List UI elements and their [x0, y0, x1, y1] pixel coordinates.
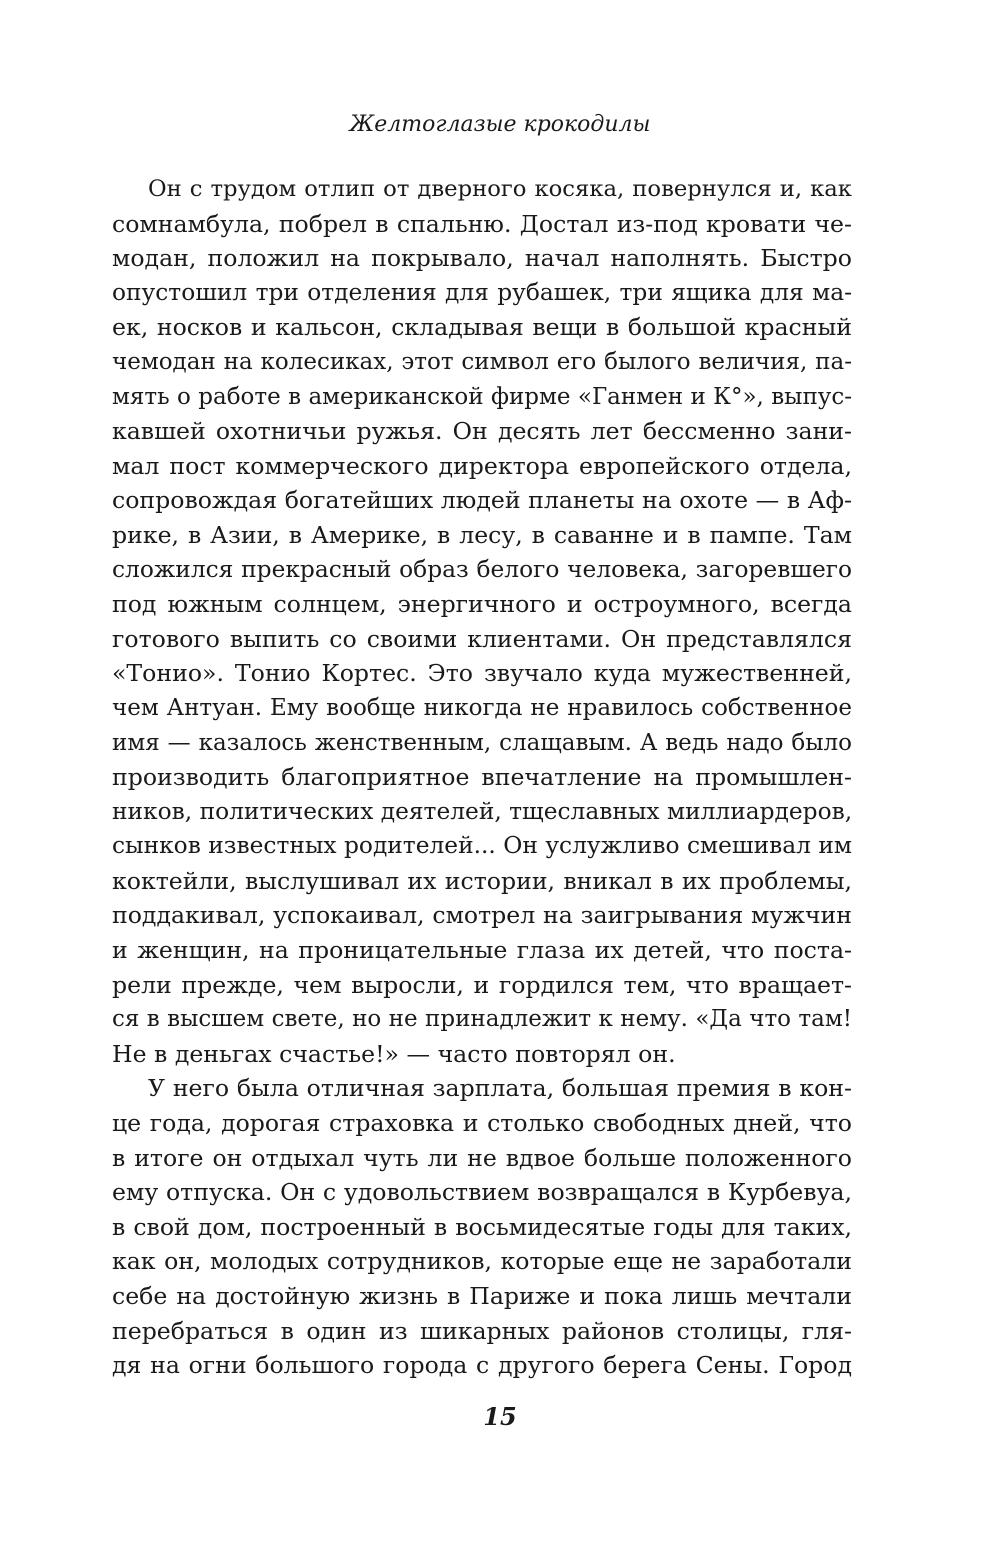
text-line: в свой дом, построенный в восьмидесятые годы для таких, [112, 1212, 852, 1241]
text-line: сынков известных родителей... Он услужливо смешивал им [112, 832, 852, 860]
text-line: и женщин, на проницательные глаза их детей, что поста- [112, 936, 852, 965]
text-line: У него была отличная зарплата, большая премия в кон- [148, 1074, 852, 1103]
text-line: готового выпить со своими клиентами. Он представлялся [112, 624, 852, 653]
text-line: рике, в Азии, в Америке, в лесу, в саванне и в пампе. Там [112, 520, 852, 549]
text-line: коктейли, выслушивал их истории, вникал в их проблемы, [112, 866, 852, 895]
page-number: 15 [483, 1402, 517, 1431]
text-line: Он с трудом отлип от дверного косяка, повернулся и, как [148, 176, 852, 202]
text-line: чем Антуан. Ему вообще никогда не нравилось собственное [112, 694, 852, 721]
text-line: опустошил три отделения для рубашек, три ящика для ма- [112, 278, 852, 306]
text-line: рели прежде, чем выросли, и гордился тем, что вращает- [112, 970, 852, 999]
text-line: дя на огни большого города с другого берега Сены. Город [112, 1351, 852, 1380]
text-line: це года, дорогая страховка и столько свободных дней, что [112, 1109, 852, 1138]
text-line: сомнамбула, побрел в спальню. Достал из-под кровати че- [112, 209, 852, 238]
text-line: ему отпуска. Он с удовольствием возвращался в Курбевуа, [112, 1178, 852, 1207]
text-line: Не в деньгах счастье!» — часто повторял он. [112, 1039, 676, 1068]
text-line: в итоге он отдыхал чуть ли не вдвое больше положенного [112, 1143, 852, 1172]
text-line: себе на достойную жизнь в Париже и пока лишь мечтали [112, 1282, 852, 1310]
text-line: ек, носков и кальсон, складывая вещи в большой красный [112, 313, 852, 342]
text-line: кавшей охотничьи ружья. Он десять лет бессменно зани- [112, 417, 852, 446]
text-line: мал пост коммерческого директора европейского отдела, [112, 451, 852, 480]
text-line: ников, политических деятелей, тщеславных миллиардеров, [112, 797, 853, 825]
text-line: чемодан на колесиках, этот символ его былого величия, па- [112, 348, 852, 375]
text-line: сложился прекрасный образ белого человека, загоревшего [112, 555, 852, 583]
text-line: как он, молодых сотрудников, которые еще не заработали [112, 1247, 852, 1276]
running-head: Желтоглазые крокодилы [349, 112, 651, 137]
text-line: ся в высшем свете, но не принадлежит к нему. «Да что там! [112, 1006, 852, 1033]
text-line: мять о работе в американской фирме «Ганмен и К°», выпус- [112, 383, 852, 410]
text-line: «Тонио». Тонио Кортес. Это звучало куда мужественней, [112, 659, 852, 688]
text-line: перебраться в один из шикарных районов столицы, гля- [112, 1316, 852, 1345]
text-line: поддакивал, успокаивал, смотрел на заигрывания мужчин [112, 901, 852, 930]
text-line: модан, положил на покрывало, начал наполнять. Быстро [112, 244, 852, 273]
body-text [112, 172, 852, 1383]
text-line: имя — казалось женственным, слащавым. А ведь надо было [112, 729, 852, 756]
text-line: под южным солнцем, энергичного и остроумного, всегда [112, 590, 852, 619]
text-line: сопровождая богатейших людей планеты на охоте — в Аф- [112, 486, 852, 515]
text-line: производить благоприятное впечатление на промышлен- [112, 763, 852, 792]
